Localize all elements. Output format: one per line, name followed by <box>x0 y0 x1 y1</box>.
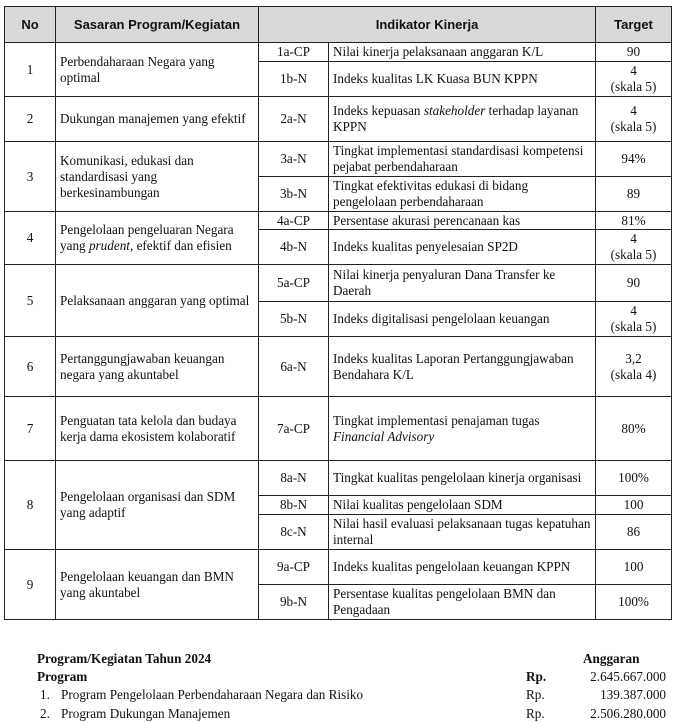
row-sasaran: Penguatan tata kelola dan budaya kerja dama ekosistem kolaboratif <box>56 397 259 461</box>
indicator-target: 89 <box>596 177 672 212</box>
indicator-text: Nilai kinerja pelaksanaan anggaran K/L <box>329 43 596 62</box>
row-sasaran: Dukungan manajemen yang efektif <box>56 97 259 142</box>
indicator-target: 4 (skala 5) <box>596 230 672 265</box>
indicator-code: 8a-N <box>259 461 329 496</box>
indicator-text: Tingkat efektivitas edukasi di bidang pengelolaan perbendaharaan <box>329 177 596 212</box>
indicator-text: Nilai hasil evaluasi pelaksanaan tugas kepatuhan internal <box>329 515 596 550</box>
row-no: 2 <box>5 97 56 142</box>
budget-heading: Program/Kegiatan Tahun 2024 <box>37 651 212 666</box>
header-target: Target <box>596 7 672 43</box>
budget-item-amount: 139.387.000 <box>600 687 666 702</box>
row-sasaran: Pengelolaan pengeluaran Negara yang prudent, efektif dan efisien <box>56 212 259 265</box>
indicator-code: 9a-CP <box>259 550 329 585</box>
total-currency: Rp. <box>526 669 547 684</box>
indicator-text: Tingkat kualitas pengelolaan kinerja organisasi <box>329 461 596 496</box>
budget-item-name: Program Pengelolaan Perbendaharaan Negara dan Risiko <box>61 687 364 702</box>
indicator-text: Indeks kualitas penyelesaian SP2D <box>329 230 596 265</box>
indicator-target: 100 <box>596 496 672 515</box>
indicator-text: Tingkat implementasi penajaman tugas Financial Advisory <box>329 397 596 461</box>
row-no: 5 <box>5 265 56 337</box>
budget-item <box>0 687 676 703</box>
anggaran-label: Anggaran <box>583 651 640 666</box>
table-row <box>5 337 672 397</box>
indicator-text: Tingkat implementasi standardisasi kompetensi pejabat perbendaharaan <box>329 142 596 177</box>
row-sasaran: Perbendaharaan Negara yang optimal <box>56 43 259 97</box>
table-header-row <box>5 7 672 43</box>
indicator-text: Indeks kualitas LK Kuasa BUN KPPN <box>329 62 596 97</box>
indicator-target: 4 (skala 5) <box>596 302 672 337</box>
indicator-target: 94% <box>596 142 672 177</box>
header-indikator: Indikator Kinerja <box>259 7 596 43</box>
row-sasaran: Pengelolaan organisasi dan SDM yang adaptif <box>56 461 259 550</box>
indicator-code: 1a-CP <box>259 43 329 62</box>
indicator-code: 4a-CP <box>259 212 329 230</box>
row-no: 8 <box>5 461 56 550</box>
row-no: 9 <box>5 550 56 620</box>
indicator-code: 5b-N <box>259 302 329 337</box>
row-no: 3 <box>5 142 56 212</box>
budget-heading-row <box>0 651 676 667</box>
budget-item-num: 2. <box>40 706 50 721</box>
indicator-text: Indeks kualitas pengelolaan keuangan KPPN <box>329 550 596 585</box>
budget-item-name: Program Dukungan Manajemen <box>61 706 231 721</box>
indicator-code: 2a-N <box>259 97 329 142</box>
table-row <box>5 43 672 62</box>
indicator-target: 81% <box>596 212 672 230</box>
indicator-target: 4 (skala 5) <box>596 62 672 97</box>
indicator-code: 8c-N <box>259 515 329 550</box>
budget-item <box>0 706 676 722</box>
performance-table <box>4 6 672 620</box>
indicator-text: Indeks kualitas Laporan Pertanggungjawaban Bendahara K/L <box>329 337 596 397</box>
row-sasaran: Pertanggungjawaban keuangan negara yang akuntabel <box>56 337 259 397</box>
indicator-text: Nilai kinerja penyaluran Dana Transfer ke Daerah <box>329 265 596 302</box>
budget-item-currency: Rp. <box>526 706 545 721</box>
indicator-code: 1b-N <box>259 62 329 97</box>
indicator-target: 100% <box>596 461 672 496</box>
table-row <box>5 397 672 461</box>
row-no: 7 <box>5 397 56 461</box>
indicator-text: Indeks digitalisasi pengelolaan keuangan <box>329 302 596 337</box>
header-no: No <box>5 7 56 43</box>
indicator-code: 7a-CP <box>259 397 329 461</box>
indicator-target: 80% <box>596 397 672 461</box>
indicator-code: 3a-N <box>259 142 329 177</box>
indicator-code: 3b-N <box>259 177 329 212</box>
table-row <box>5 550 672 585</box>
table-row <box>5 142 672 177</box>
indicator-code: 9b-N <box>259 585 329 620</box>
budget-item-num: 1. <box>40 687 50 702</box>
budget-item-currency: Rp. <box>526 687 545 702</box>
indicator-text: Persentase akurasi perencanaan kas <box>329 212 596 230</box>
indicator-code: 8b-N <box>259 496 329 515</box>
indicator-text: Indeks kepuasan stakeholder terhadap layanan KPPN <box>329 97 596 142</box>
indicator-target: 100 <box>596 550 672 585</box>
indicator-code: 6a-N <box>259 337 329 397</box>
row-sasaran: Pelaksanaan anggaran yang optimal <box>56 265 259 337</box>
indicator-target: 100% <box>596 585 672 620</box>
indicator-code: 5a-CP <box>259 265 329 302</box>
indicator-target: 90 <box>596 265 672 302</box>
row-no: 6 <box>5 337 56 397</box>
budget-item-amount: 2.506.280.000 <box>590 706 666 721</box>
header-sasaran: Sasaran Program/Kegiatan <box>56 7 259 43</box>
total-amount: 2.645.667.000 <box>590 669 666 684</box>
table-row <box>5 461 672 496</box>
table-row <box>5 212 672 230</box>
indicator-target: 90 <box>596 43 672 62</box>
indicator-target: 4 (skala 5) <box>596 97 672 142</box>
indicator-text: Persentase kualitas pengelolaan BMN dan Pengadaan <box>329 585 596 620</box>
program-label: Program <box>37 669 88 684</box>
budget-total-row <box>0 669 676 685</box>
table-row <box>5 97 672 142</box>
row-no: 4 <box>5 212 56 265</box>
row-no: 1 <box>5 43 56 97</box>
indicator-code: 4b-N <box>259 230 329 265</box>
indicator-text: Nilai kualitas pengelolaan SDM <box>329 496 596 515</box>
row-sasaran: Pengelolaan keuangan dan BMN yang akuntabel <box>56 550 259 620</box>
table-row <box>5 265 672 302</box>
indicator-target: 86 <box>596 515 672 550</box>
indicator-target: 3,2 (skala 4) <box>596 337 672 397</box>
row-sasaran: Komunikasi, edukasi dan standardisasi yang berkesinambungan <box>56 142 259 212</box>
